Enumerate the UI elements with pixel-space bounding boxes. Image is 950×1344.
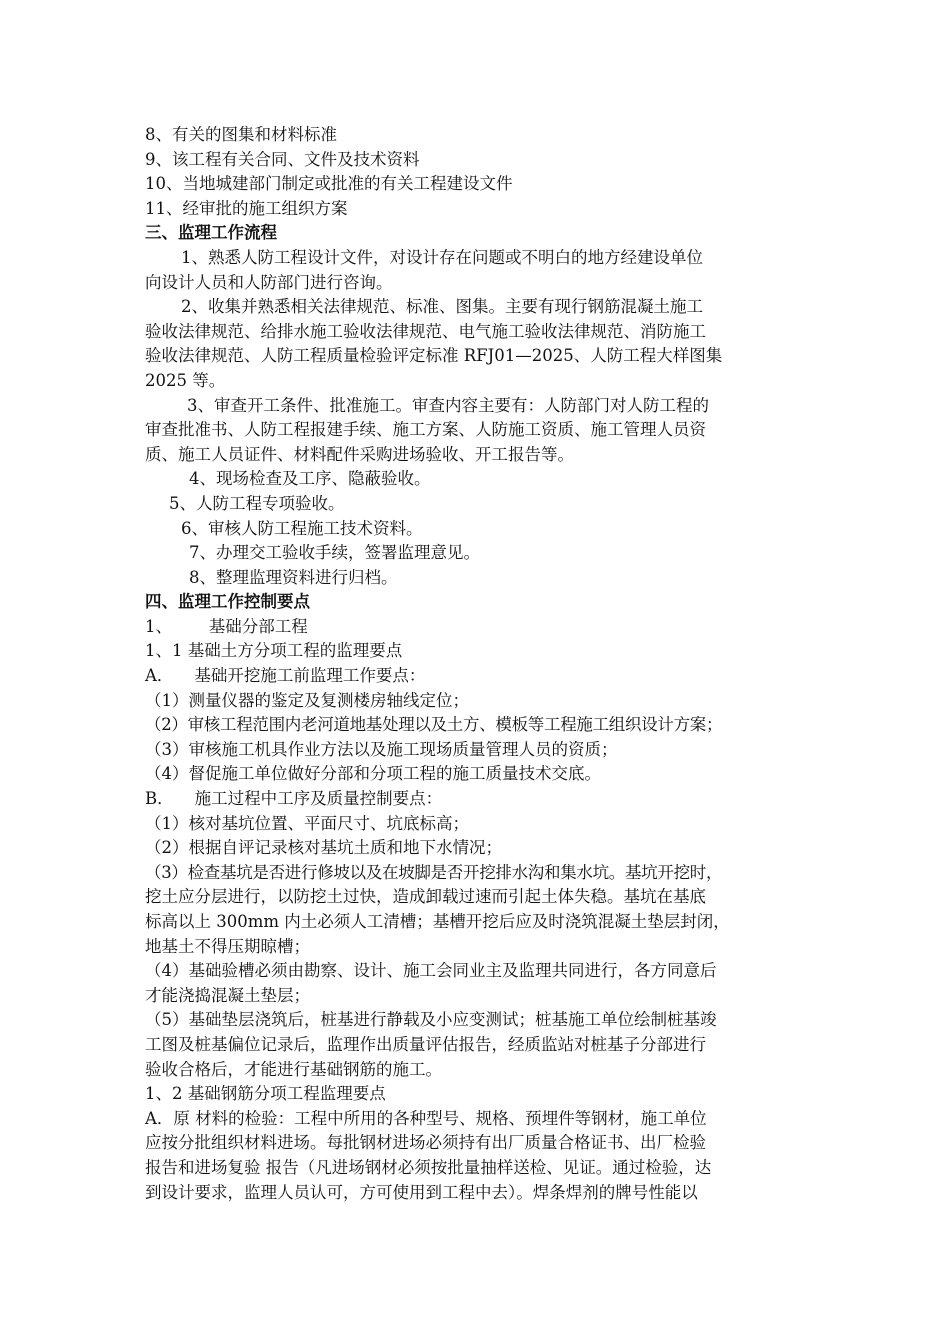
paragraph-line: 审查批准书、人防工程报建手续、施工方案、人防施工资质、施工管理人员资 [145, 420, 706, 440]
list-item: 4、现场检查及工序、隐蔽验收。 [189, 469, 431, 489]
section-heading: 三、监理工作流程 [145, 223, 277, 243]
paragraph-line: 挖土应分层进行，以防挖土过快，造成卸载过速而引起土体失稳。基坑在基底 [145, 887, 706, 907]
list-item: （2）审核工程范围内老河道地基处理以及土方、模板等工程施工组织设计方案； [145, 715, 723, 735]
paragraph-line: 验收合格后，才能进行基础钢筋的施工。 [145, 1059, 442, 1079]
list-item: 11、经审批的施工组织方案 [145, 198, 348, 218]
paragraph-line: 2025 等。 [145, 370, 226, 390]
paragraph-line: 到设计要求，监理人员认可，方可使用到工程中去）。焊条焊剂的牌号性能以 [145, 1182, 698, 1202]
list-item: 5、人防工程专项验收。 [169, 493, 345, 513]
paragraph-line: 标高以上 300mm 内土必须人工清槽；基槽开挖后应及时浇筑混凝土垫层封闭， [145, 912, 730, 931]
list-item: （1）测量仪器的鉴定及复测楼房轴线定位； [145, 690, 469, 710]
list-item: 7、办理交工验收手续，签署监理意见。 [189, 543, 480, 563]
paragraph-line: 验收法律规范、给排水施工验收法律规范、电气施工验收法律规范、消防施工 [145, 321, 706, 341]
list-item: 8、有关的图集和材料标准 [145, 125, 337, 144]
list-item: （3）审核施工机具作业方法以及施工现场质量管理人员的资质； [145, 739, 618, 759]
paragraph-line: 地基土不得压期晾槽； [145, 936, 310, 956]
section-heading: 四、监理工作控制要点 [145, 592, 310, 612]
subsection-heading: 1、1 基础土方分项工程的监理要点 [145, 641, 403, 661]
paragraph-line: 验收法律规范、人防工程质量检验评定标准 RFJ01—2025、人防工程大样图集 [145, 346, 723, 366]
list-item: （2）根据自评记录核对基坑土质和地下水情况； [145, 838, 502, 858]
document-body [145, 123, 810, 1205]
paragraph-line: 2、收集并熟悉相关法律规范、标准、图集。主要有现行钢筋混凝土施工 [181, 297, 703, 317]
paragraph-line: 报告和进场复验 报告（凡进场钢材必须按批量抽样送检、见证。通过检验，达 [145, 1157, 712, 1177]
list-item: 6、审核人防工程施工技术资料。 [181, 518, 423, 538]
subsection-heading: 1、 基础分部工程 [145, 616, 308, 636]
list-item: （4）督促施工单位做好分部和分项工程的施工质量技术交底。 [145, 764, 601, 784]
item-heading: B． 施工过程中工序及质量控制要点： [145, 789, 443, 809]
paragraph-line: 3、审查开工条件、批准施工。审查内容主要有：人防部门对人防工程的 [187, 395, 709, 415]
subsection-heading: 1、2 基础钢筋分项工程监理要点 [145, 1084, 386, 1104]
paragraph-line: 1、熟悉人防工程设计文件，对设计存在问题或不明白的地方经建设单位 [181, 247, 703, 267]
paragraph-line: 才能浇捣混凝土垫层； [145, 985, 310, 1005]
paragraph-line: （3）检查基坑是否进行修坡以及在坡脚是否开挖排水沟和集水坑。基坑开挖时， [145, 862, 723, 882]
list-item: （1）核对基坑位置、平面尺寸、坑底标高； [145, 813, 469, 833]
list-item: 8、整理监理资料进行归档。 [189, 567, 398, 587]
paragraph-line: 应按分批组织材料进场。每批钢材进场必须持有出厂质量合格证书、出厂检验 [145, 1133, 706, 1153]
paragraph-line: 工图及桩基偏位记录后，监理作出质量评估报告，经质监站对桩基子分部进行 [145, 1034, 706, 1054]
list-item: 10、当地城建部门制定或批准的有关工程建设文件 [145, 174, 513, 194]
paragraph-line: 向设计人员和人防部门进行咨询。 [145, 272, 393, 292]
paragraph-line: （4）基础验槽必须由勘察、设计、施工会同业主及监理共同进行，各方同意后 [145, 961, 717, 981]
paragraph-line: A．原 材料的检验：工程中所用的各种型号、规格、预埋件等钢材，施工单位 [145, 1108, 707, 1128]
paragraph-line: 质、施工人员证件、材料配件采购进场验收、开工报告等。 [145, 444, 574, 464]
paragraph-line: （5）基础垫层浇筑后，桩基进行静载及小应变测试；桩基施工单位绘制桩基竣 [145, 1010, 717, 1030]
list-item: 9、该工程有关合同、文件及技术资料 [145, 149, 420, 169]
item-heading: A． 基础开挖施工前监理工作要点： [145, 666, 426, 686]
